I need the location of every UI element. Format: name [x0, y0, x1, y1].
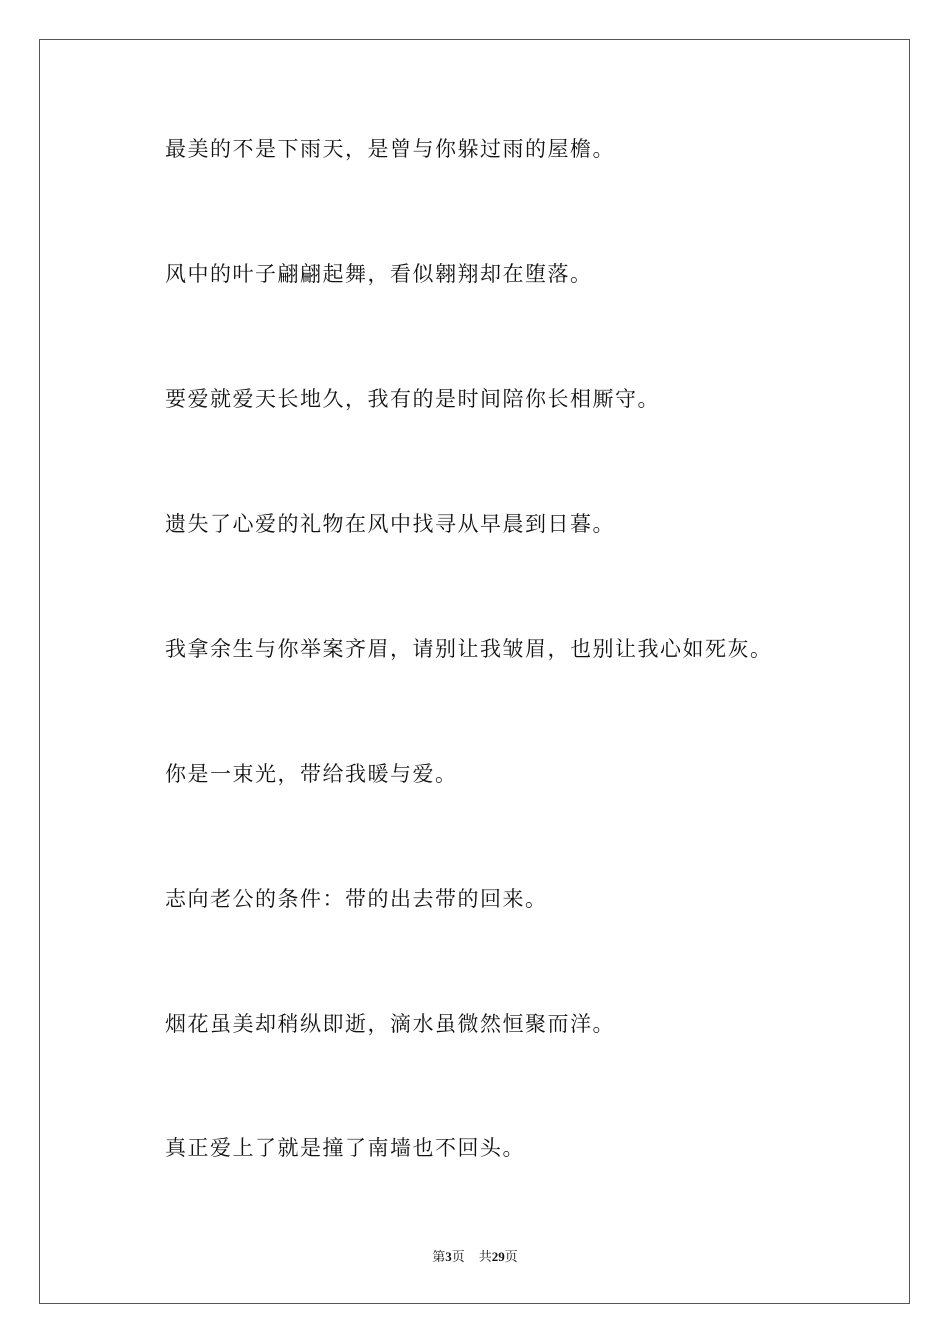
text-line-2: 风中的叶子翩翩起舞，看似翱翔却在堕落。 — [165, 262, 593, 286]
page-footer — [0, 1248, 950, 1267]
text-line-9: 真正爱上了就是撞了南墙也不回头。 — [165, 1136, 525, 1160]
text-line-8: 烟花虽美却稍纵即逝，滴水虽微然恒聚而洋。 — [165, 1012, 615, 1036]
total-suffix: 页 — [504, 1250, 518, 1265]
page-number: 3 — [445, 1249, 452, 1264]
page-border — [39, 39, 910, 1304]
text-line-4: 遗失了心爱的礼物在风中找寻从早晨到日暮。 — [165, 512, 615, 536]
text-line-3: 要爱就爱天长地久，我有的是时间陪你长相厮守。 — [165, 387, 660, 411]
total-prefix: 共 — [478, 1250, 492, 1265]
total-pages: 29 — [491, 1249, 505, 1264]
page-suffix: 页 — [451, 1250, 465, 1265]
text-line-6: 你是一束光，带给我暖与爱。 — [165, 762, 458, 786]
text-line-1: 最美的不是下雨天，是曾与你躲过雨的屋檐。 — [165, 137, 615, 161]
page-prefix: 第 — [432, 1250, 446, 1265]
text-line-7: 志向老公的条件：带的出去带的回来。 — [165, 887, 548, 911]
text-line-5: 我拿余生与你举案齐眉，请别让我皱眉，也别让我心如死灰。 — [165, 637, 773, 661]
